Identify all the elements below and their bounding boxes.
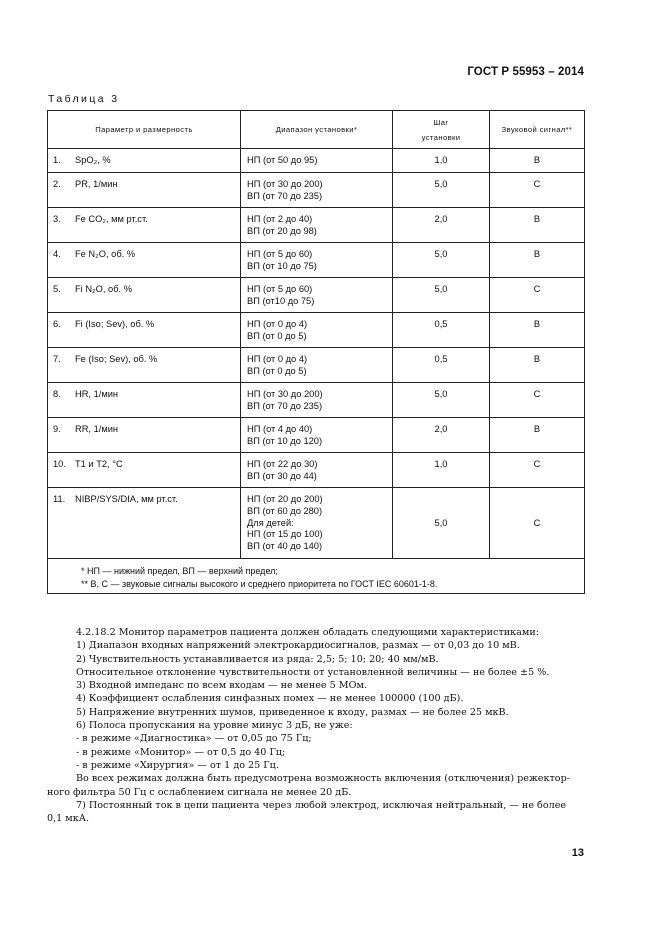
parameter-label: Fe N₂O, об. %: [75, 249, 136, 259]
body-text: [47, 626, 584, 825]
parameter-cell: [48, 453, 241, 488]
body-paragraph: - в режиме «Монитор» — от 0,5 до 40 Гц;: [76, 746, 286, 758]
range-cell: [241, 149, 393, 173]
signal-cell: C: [490, 278, 585, 313]
table-row: [48, 149, 585, 173]
body-paragraph: 0,1 мкА.: [47, 813, 90, 825]
parameter-cell: [48, 278, 241, 313]
table-row: [48, 278, 585, 313]
range-line: ВП (от 0 до 5): [247, 330, 307, 341]
step-cell: 1,0: [393, 149, 490, 173]
parameter-label: RR, 1/мин: [75, 424, 119, 434]
range-line: НП (от 50 до 95): [247, 155, 318, 165]
parameter-cell: [48, 488, 241, 559]
range-line: НП (от 5 до 60): [247, 249, 313, 259]
table-row: [48, 208, 585, 243]
signal-cell: B: [490, 418, 585, 453]
body-paragraph: ного фильтра 50 Гц с ослаблением сигнала не менее 20 дБ.: [47, 786, 352, 798]
range-line: ВП (от 20 до 98): [247, 225, 317, 236]
range-line: НП (от 0 до 4): [247, 319, 308, 329]
table-notes-row: [48, 559, 585, 594]
body-paragraph: 5) Напряжение внутренних шумов, приведенное к входу, размах — не более 25 мкВ.: [76, 706, 509, 718]
table-note: * НП — нижний предел, ВП — верхний предел;: [81, 566, 278, 576]
row-number: 9.: [53, 424, 61, 434]
document-header: ГОСТ Р 55953 – 2014: [467, 66, 584, 78]
row-number: 3.: [53, 214, 61, 224]
page-number: 13: [571, 847, 584, 859]
step-cell: 2,0: [393, 418, 490, 453]
range-cell: [241, 348, 393, 383]
parameter-label: HR, 1/мин: [75, 389, 119, 399]
range-line: ВП (от 30 до 44): [247, 470, 317, 481]
row-number: 1.: [53, 155, 61, 165]
body-paragraph: Относительное отклонение чувствительности от установленной величины — не более ±5 %.: [76, 666, 550, 678]
range-line: НП (от 20 до 200): [247, 494, 323, 504]
parameter-cell: [48, 313, 241, 348]
step-cell: 2,0: [393, 208, 490, 243]
range-line: НП (от 2 до 40): [247, 214, 313, 224]
row-number: 10.: [53, 459, 66, 469]
body-paragraph: 4.2.18.2 Монитор параметров пациента должен обладать следующими характеристиками:: [76, 627, 539, 638]
range-line: НП (от 0 до 4): [247, 354, 308, 364]
step-cell: 1,0: [393, 453, 490, 488]
parameter-cell: [48, 348, 241, 383]
column-header-parameter: Параметр и размерность: [48, 111, 241, 149]
body-paragraph: 7) Постоянный ток в цепи пациента через любой электрод, исключая нейтральный, — не более: [76, 799, 567, 811]
range-line: НП (от 30 до 200): [247, 389, 323, 399]
range-cell: [241, 383, 393, 418]
range-line: ВП (от 60 до 280): [247, 505, 323, 516]
range-cell: [241, 208, 393, 243]
range-line: НП (от 5 до 60): [247, 284, 313, 294]
parameter-cell: [48, 418, 241, 453]
column-header-step: [393, 111, 490, 149]
range-line: ВП (от 0 до 5): [247, 365, 307, 376]
parameter-label: Fe CO₂, мм рт.ст.: [75, 214, 148, 224]
row-number: 11.: [53, 494, 66, 504]
range-line: ВП (от 40 до 140): [247, 541, 323, 552]
table-header-row: [48, 111, 585, 149]
range-line: НП (от 30 до 200): [247, 179, 323, 189]
row-number: 5.: [53, 284, 61, 294]
body-paragraph: 2) Чувствительность устанавливается из ряда: 2,5; 5; 10; 20; 40 мм/мВ.: [76, 653, 439, 665]
signal-cell: C: [490, 453, 585, 488]
table-row: [48, 383, 585, 418]
row-number: 6.: [53, 319, 61, 329]
range-cell: [241, 278, 393, 313]
step-cell: 5,0: [393, 278, 490, 313]
body-paragraph: Во всех режимах должна быть предусмотрена возможность включения (отключения) режектор-: [76, 773, 570, 785]
range-line: ВП (от10 до 75): [247, 295, 315, 306]
parameter-label: SpO₂, %: [75, 155, 111, 165]
body-paragraph: 6) Полоса пропускания на уровне минус 3 дБ, не уже:: [76, 720, 353, 732]
signal-cell: B: [490, 243, 585, 278]
step-cell: 5,0: [393, 173, 490, 208]
parameter-label: Fe (Iso; Sev), об. %: [75, 354, 158, 364]
parameter-label: NIBP/SYS/DIA, мм рт.ст.: [75, 494, 178, 504]
parameter-cell: [48, 383, 241, 418]
signal-cell: B: [490, 208, 585, 243]
range-line: ВП (от 10 до 75): [247, 260, 317, 271]
signal-cell: C: [490, 383, 585, 418]
range-line: НП (от 22 до 30): [247, 459, 318, 469]
parameter-cell: [48, 173, 241, 208]
table-row: [48, 418, 585, 453]
range-cell: [241, 173, 393, 208]
table-row: [48, 243, 585, 278]
range-cell: [241, 243, 393, 278]
step-cell: 0,5: [393, 348, 490, 383]
table-row: [48, 313, 585, 348]
signal-cell: C: [490, 173, 585, 208]
parameter-label: Fi N₂O, об. %: [75, 284, 132, 294]
body-paragraph: 1) Диапазон входных напряжений электрокардиосигналов, размах — от 0,03 до 10 мВ.: [76, 640, 520, 652]
range-cell: [241, 453, 393, 488]
signal-cell: C: [490, 488, 585, 559]
column-header-signal: Звуковой сигнал**: [490, 111, 585, 149]
range-line: ВП (от 70 до 235): [247, 400, 323, 411]
table-row: [48, 488, 585, 559]
row-number: 8.: [53, 389, 61, 399]
table-row: [48, 348, 585, 383]
step-cell: 0,5: [393, 313, 490, 348]
parameter-label: T1 и T2, °C: [75, 459, 123, 469]
table-row: [48, 173, 585, 208]
row-number: 4.: [53, 249, 61, 259]
table-notes: [48, 559, 585, 594]
column-header-step-label: Шаг установки: [421, 117, 461, 142]
step-cell: 5,0: [393, 243, 490, 278]
parameters-table: [47, 110, 585, 594]
table-row: [48, 453, 585, 488]
parameter-label: PR, 1/мин: [75, 179, 118, 189]
parameter-cell: [48, 149, 241, 173]
column-header-range: Диапазон установки*: [241, 111, 393, 149]
body-paragraph: - в режиме «Хирургия» — от 1 до 25 Гц.: [76, 759, 279, 771]
range-line: ВП (от 70 до 235): [247, 190, 323, 201]
range-line: НП (от 15 до 100): [247, 529, 323, 540]
parameter-label: Fi (Iso; Sev), об. %: [75, 319, 155, 329]
body-paragraph: 3) Входной импеданс по всем входам — не менее 5 МОм.: [76, 680, 367, 692]
range-line: НП (от 4 до 40): [247, 424, 313, 434]
range-cell: [241, 313, 393, 348]
body-paragraph: - в режиме «Диагностика» — от 0,05 до 75 Гц;: [76, 733, 312, 745]
range-line: Для детей:: [247, 517, 294, 528]
range-cell: [241, 418, 393, 453]
parameter-cell: [48, 208, 241, 243]
step-cell: 5,0: [393, 488, 490, 559]
table-note: ** B, C — звуковые сигналы высокого и среднего приоритета по ГОСТ IEC 60601-1-8.: [81, 578, 438, 589]
table-caption: Таблица 3: [48, 93, 120, 105]
body-paragraph: 4) Коэффициент ослабления синфазных помех — не менее 100000 (100 дБ).: [76, 693, 464, 705]
step-cell: 5,0: [393, 383, 490, 418]
row-number: 2.: [53, 179, 61, 189]
range-cell: [241, 488, 393, 559]
range-line: ВП (от 10 до 120): [247, 435, 323, 446]
signal-cell: B: [490, 313, 585, 348]
signal-cell: B: [490, 348, 585, 383]
row-number: 7.: [53, 354, 61, 364]
parameter-cell: [48, 243, 241, 278]
table-body: [48, 149, 585, 559]
signal-cell: B: [490, 149, 585, 173]
